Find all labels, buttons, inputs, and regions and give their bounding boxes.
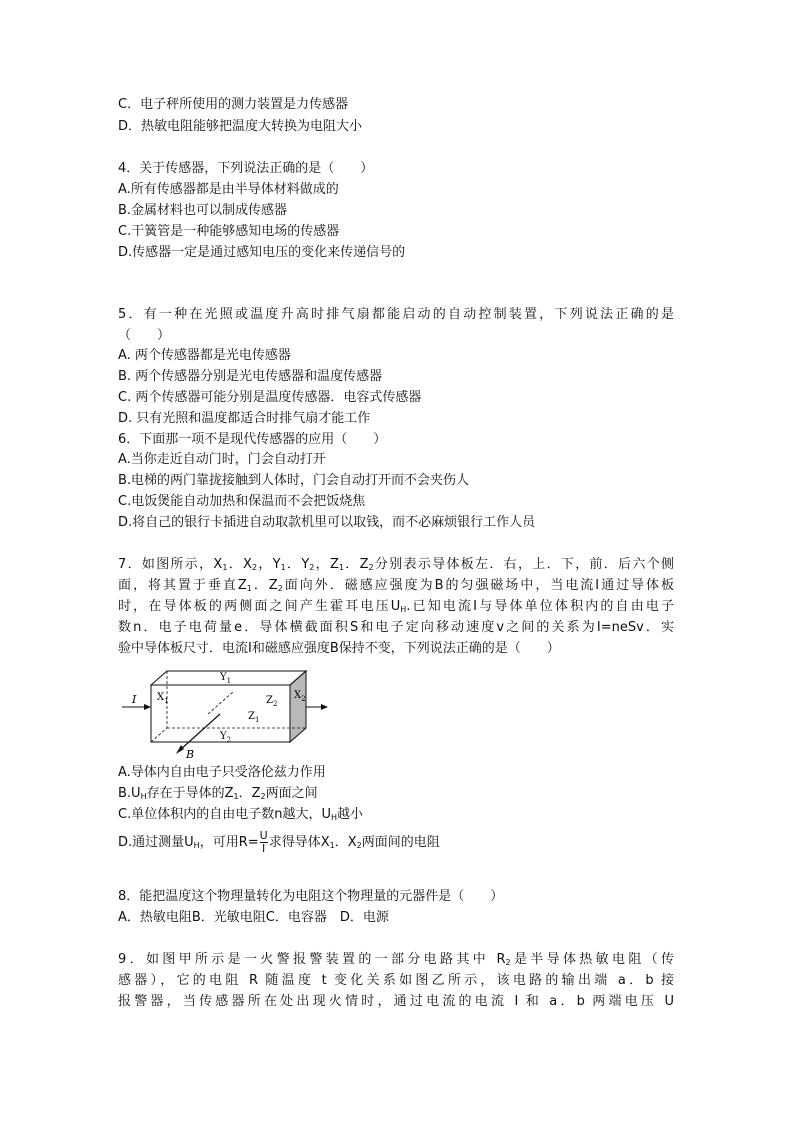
label-y1: $Y_1$	[220, 672, 232, 685]
q3-option-d: D．热敏电阻能够把温度大转换为电阻大小	[118, 119, 363, 134]
q5-option-a: A. 两个传感器都是光电传感器	[118, 348, 291, 363]
label-b: B	[186, 748, 195, 761]
q5-stem-line1: 5．有一种在光照或温度升高时排气扇都能启动的自动控制装置，下列说法正确的是	[118, 307, 674, 322]
fraction-u-over-i: $\frac{U}{I}$	[259, 829, 268, 855]
q6-option-a: A.当你走近自动门时，门会自动打开	[118, 452, 326, 467]
q9-stem-line2: 感器），它的电阻 R 随温度 t 变化关系如图乙所示，该电路的输出端 a．b 接	[118, 973, 674, 988]
right-face	[290, 671, 306, 742]
q9-stem-line1: 9．如图甲所示是一火警报警装置的一部分电路其中 $R_2$是半导体热敏电阻（传	[118, 952, 674, 967]
field-line-b	[180, 714, 220, 750]
q7-stem-line5: 验中导体板尺寸．电流I和磁感应强度B保持不变，下列说法正确的是（ ）	[118, 641, 560, 656]
hall-effect-diagram	[118, 662, 338, 762]
q5-stem-line2: （ ）	[118, 328, 171, 343]
q5-option-c: C. 两个传感器可能分别是温度传感器．电容式传感器	[118, 390, 422, 405]
q7-option-d: D.通过测量$U_H$，可用R= $\frac{U}{I}$ 求得导体$X_1$．$X_2$两面间的电阻	[118, 829, 440, 855]
q9-stem-line3: 报警器，当传感器所在处出现火情时，通过电流的电流 I 和 a．b 两端电压 U	[118, 994, 674, 1009]
label-x2: $X_2$	[294, 690, 306, 703]
q4-option-a: A.所有传感器都是由半导体材料做成的	[118, 182, 339, 197]
current-in-arrow	[144, 704, 151, 710]
q4-option-d: D.传感器一定是通过感知电压的变化来传递信号的	[118, 245, 406, 260]
q5-option-d: D. 只有光照和温度都适合时排气扇才能工作	[118, 411, 371, 426]
q7-stem-line4: 数n．电子电荷量e．导体横截面积S和电子定向移动速度v之间的关系为I=neSv．实	[118, 620, 674, 635]
current-out-arrow	[321, 704, 328, 710]
q8-options: A．热敏电阻B．光敏电阻C．电容器 D．电源	[118, 910, 389, 925]
field-line-hidden	[208, 692, 233, 714]
q7-stem-line1: 7．如图所示，$X_1$．$X_2$，$Y_1$．$Y_2$，$Z_1$．$Z_2$分别表示导体板左．右，上．下，前．后六个侧	[118, 557, 675, 572]
label-z2: $Z_2$	[266, 695, 278, 708]
q8-stem: 8．能把温度这个物理量转化为电阻这个物理量的元器件是（ ）	[118, 889, 504, 904]
q4-option-c: C.干簧管是一种能够感知电场的传感器	[118, 224, 340, 239]
q4-stem: 4．关于传感器，下列说法正确的是（ ）	[118, 161, 374, 176]
field-arrow-b	[176, 745, 184, 754]
q6-stem: 6．下面那一项不是现代传感器的应用（ ）	[118, 432, 387, 447]
q7-stem-line2: 面，将其置于垂直$Z_1$．$Z_2$面向外．磁感应强度为B的匀强磁场中，当电流I通过导体板	[118, 578, 675, 593]
q6-option-b: B.电梯的两门靠拢接触到人体时，门会自动打开而不会夹伤人	[118, 473, 470, 488]
q7-stem-line3: 时，在导体板的两侧面之间产生霍耳电压$U_H$.已知电流I与导体单位体积内的自由电子	[118, 599, 674, 614]
label-current-i: I	[132, 693, 137, 706]
label-x1: $X_1$	[157, 692, 169, 705]
label-y2: $Y_2$	[220, 731, 232, 744]
q4-option-b: B.金属材料也可以制成传感器	[118, 203, 288, 218]
q7-option-a: A.导体内自由电子只受洛伦兹力作用	[118, 765, 326, 780]
hidden-edge	[151, 728, 167, 742]
q6-option-c: C.电饭煲能自动加热和保温而不会把饭烧焦	[118, 494, 366, 509]
q7-option-b: $B.U_H$存在于导体的$Z_1$．$Z_2$两面之间	[118, 786, 318, 801]
q7-option-c: C.单位体积内的自由电子数n越大，$U_H$越小	[118, 807, 363, 822]
q6-option-d: D.将自己的银行卡插进自动取款机里可以取钱，而不必麻烦银行工作人员	[118, 515, 536, 530]
label-z1: $Z_1$	[248, 711, 260, 724]
q3-option-c: C．电子秤所使用的测力装置是力传感器	[118, 97, 349, 112]
q5-option-b: B. 两个传感器分别是光电传感器和温度传感器	[118, 369, 383, 384]
